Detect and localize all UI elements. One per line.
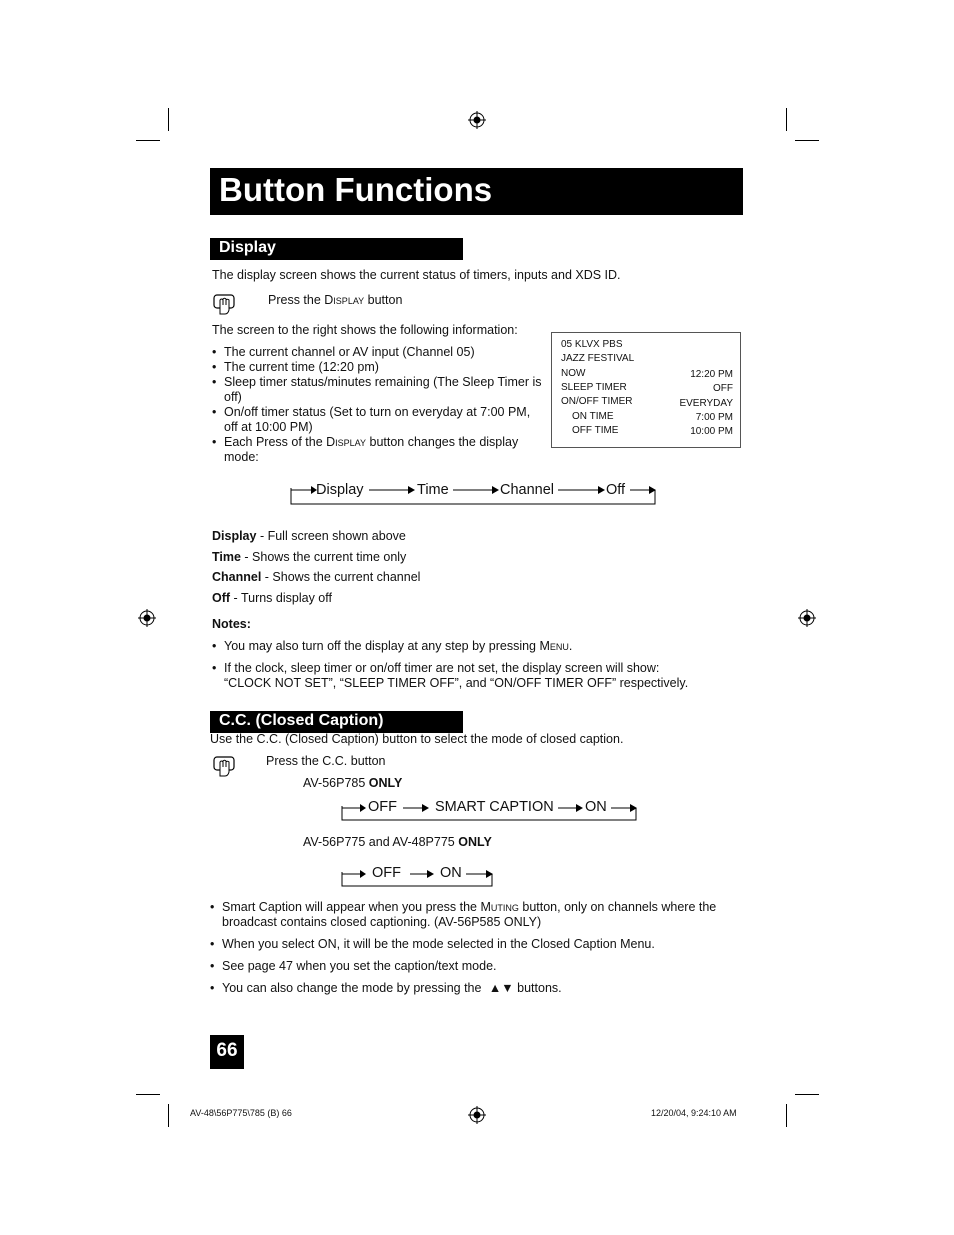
note-item: • If the clock, sleep timer or on/off timer are not set, the display screen will show: “CLOCK NOT SET”, “SLEEP TIMER OFF”, and “ON/OFF TIMER OFF” respectively. bbox=[212, 661, 732, 691]
definition-time: Time - Shows the current time only bbox=[212, 550, 407, 564]
page-title-bar bbox=[210, 168, 743, 215]
osd-value: 12:20 PM bbox=[690, 369, 733, 380]
flow-step: SMART CAPTION bbox=[435, 799, 554, 815]
list-item: • You can also change the mode by pressing the ▲▼ buttons. bbox=[210, 981, 750, 996]
display-info-list bbox=[212, 345, 542, 465]
list-item: • The current channel or AV input (Channel 05) bbox=[212, 345, 542, 360]
flow-step: ON bbox=[440, 865, 462, 881]
list-item: • On/off timer status (Set to turn on everyday at 7:00 PM, off at 10:00 PM) bbox=[212, 405, 542, 435]
page-number-badge bbox=[210, 1035, 244, 1069]
crop-mark bbox=[786, 1104, 787, 1127]
page-number: 66 bbox=[216, 1040, 238, 1061]
definition-off: Off - Turns display off bbox=[212, 591, 332, 605]
crop-mark bbox=[136, 140, 160, 141]
registration-mark-icon bbox=[138, 609, 156, 627]
flow-step: Time bbox=[417, 482, 449, 498]
cc-section-header bbox=[210, 711, 463, 733]
registration-mark-icon bbox=[468, 1106, 486, 1124]
hand-press-icon bbox=[213, 292, 235, 316]
footer-timestamp: 12/20/04, 9:24:10 AM bbox=[651, 1108, 737, 1118]
crop-mark bbox=[795, 1094, 819, 1095]
crop-mark bbox=[786, 108, 787, 131]
list-item: • Smart Caption will appear when you press the Muting button, only on channels where the broadcast contains closed captioning. (AV-56P585 ONLY) bbox=[210, 900, 750, 930]
osd-label: NOW bbox=[561, 368, 586, 379]
display-press-instruction: Press the Display button bbox=[268, 293, 403, 307]
flow-step: OFF bbox=[368, 799, 397, 815]
page-title: Button Functions bbox=[219, 171, 493, 208]
cc-mode-flow-diagram-775 bbox=[337, 863, 499, 891]
display-section-title: Display bbox=[219, 239, 276, 256]
list-item: • Each Press of the Display button changes the display mode: bbox=[212, 435, 542, 465]
osd-label: ON/OFF TIMER bbox=[561, 396, 633, 407]
definition-channel: Channel - Shows the current channel bbox=[212, 570, 421, 584]
osd-label: SLEEP TIMER bbox=[561, 382, 627, 393]
osd-value: 10:00 PM bbox=[690, 426, 733, 437]
notes-heading: Notes: bbox=[212, 617, 251, 631]
osd-value: OFF bbox=[713, 383, 733, 394]
display-intro: The display screen shows the current status of timers, inputs and XDS ID. bbox=[212, 268, 621, 282]
display-screen-example bbox=[551, 332, 741, 448]
flow-step: OFF bbox=[372, 865, 401, 881]
model-note-775: AV-56P775 and AV-48P775 ONLY bbox=[303, 835, 492, 849]
note-item: • You may also turn off the display at any step by pressing Menu. bbox=[212, 639, 732, 654]
definition-display: Display - Full screen shown above bbox=[212, 529, 406, 543]
crop-mark bbox=[795, 140, 819, 141]
osd-program-line: JAZZ FESTIVAL bbox=[561, 353, 635, 364]
cc-press-instruction: Press the C.C. button bbox=[266, 754, 386, 768]
flow-step: Display bbox=[316, 482, 364, 498]
list-item: • See page 47 when you set the caption/text mode. bbox=[210, 959, 750, 974]
flow-step: Channel bbox=[500, 482, 555, 498]
model-note-785: AV-56P785 ONLY bbox=[303, 776, 403, 790]
crop-mark bbox=[136, 1094, 160, 1095]
osd-channel-line: 05 KLVX PBS bbox=[561, 339, 623, 350]
footer-file-info: AV-48\56P775\785 (B) 66 bbox=[190, 1108, 292, 1118]
flow-step: ON bbox=[585, 799, 607, 815]
notes-list bbox=[212, 639, 732, 691]
cc-intro: Use the C.C. (Closed Caption) button to select the mode of closed caption. bbox=[210, 732, 624, 746]
up-down-arrows-icon: ▲▼ bbox=[488, 981, 514, 995]
osd-value: 7:00 PM bbox=[695, 412, 733, 423]
crop-mark bbox=[168, 108, 169, 131]
registration-mark-icon bbox=[468, 111, 486, 129]
crop-mark bbox=[168, 1104, 169, 1127]
hand-press-icon bbox=[213, 754, 235, 778]
cc-section-title: C.C. (Closed Caption) bbox=[219, 712, 384, 729]
list-item: • When you select ON, it will be the mode selected in the Closed Caption Menu. bbox=[210, 937, 750, 952]
osd-label: OFF TIME bbox=[572, 425, 619, 436]
list-item: • Sleep timer status/minutes remaining (The Sleep Timer is off) bbox=[212, 375, 542, 405]
registration-mark-icon bbox=[798, 609, 816, 627]
osd-label: ON TIME bbox=[572, 411, 614, 422]
osd-value: EVERYDAY bbox=[679, 398, 733, 409]
cc-notes-list bbox=[210, 900, 750, 996]
flow-step: Off bbox=[606, 482, 626, 498]
screen-intro: The screen to the right shows the following information: bbox=[212, 323, 518, 337]
list-item: • The current time (12:20 pm) bbox=[212, 360, 542, 375]
display-button-name: Display bbox=[324, 293, 365, 307]
display-section-header bbox=[210, 238, 463, 260]
